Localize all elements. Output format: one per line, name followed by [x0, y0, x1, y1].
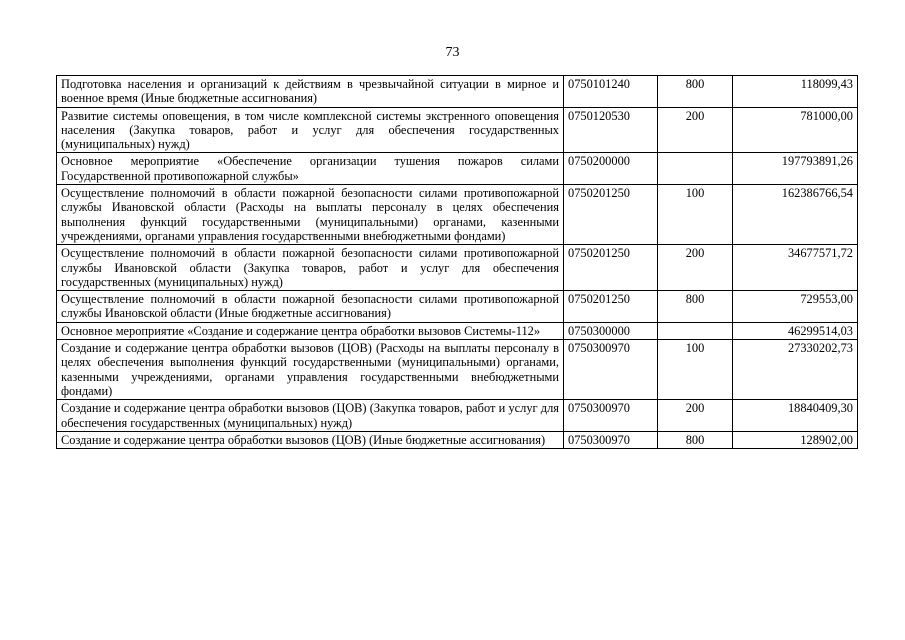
expense-type-code: 200 — [658, 245, 733, 291]
table-row — [57, 185, 858, 245]
table-row — [57, 153, 858, 185]
expense-type-code — [658, 153, 733, 185]
amount: 781000,00 — [733, 107, 858, 153]
table-row — [57, 76, 858, 108]
target-article-code: 0750120530 — [564, 107, 658, 153]
expense-description: Основное мероприятие «Создание и содержание центра обработки вызовов Системы-112» — [57, 322, 564, 339]
table-row — [57, 245, 858, 291]
table-row — [57, 322, 858, 339]
expense-description: Основное мероприятие «Обеспечение организации тушения пожаров силами Государственной противопожарной службы» — [57, 153, 564, 185]
target-article-code: 0750200000 — [564, 153, 658, 185]
expense-type-code: 100 — [658, 185, 733, 245]
budget-table — [56, 75, 858, 449]
target-article-code: 0750300000 — [564, 322, 658, 339]
table-row — [57, 400, 858, 432]
expense-description: Осуществление полномочий в области пожарной безопасности силами противопожарной службы Ивановской области (Закупка товаров, работ и услуг для обеспечения государственных (муниципальных) нужд) — [57, 245, 564, 291]
expense-type-code — [658, 322, 733, 339]
table-row — [57, 107, 858, 153]
table-row — [57, 291, 858, 323]
expense-description: Создание и содержание центра обработки вызовов (ЦОВ) (Иные бюджетные ассигнования) — [57, 431, 564, 448]
amount: 18840409,30 — [733, 400, 858, 432]
amount: 128902,00 — [733, 431, 858, 448]
target-article-code: 0750300970 — [564, 340, 658, 400]
expense-description: Осуществление полномочий в области пожарной безопасности силами противопожарной службы Ивановской области (Расходы на выплаты персоналу в целях обеспечения выполнения функций государственными (муниципальными) органами, казенными учреждениями, органами управления государственными внебюджетными фондами) — [57, 185, 564, 245]
expense-type-code: 100 — [658, 340, 733, 400]
target-article-code: 0750300970 — [564, 431, 658, 448]
target-article-code: 0750300970 — [564, 400, 658, 432]
amount: 34677571,72 — [733, 245, 858, 291]
expense-type-code: 200 — [658, 107, 733, 153]
expense-description: Подготовка населения и организаций к действиям в чрезвычайной ситуации в мирное и военное время (Иные бюджетные ассигнования) — [57, 76, 564, 108]
expense-type-code: 200 — [658, 400, 733, 432]
amount: 729553,00 — [733, 291, 858, 323]
target-article-code: 0750201250 — [564, 245, 658, 291]
expense-type-code: 800 — [658, 431, 733, 448]
target-article-code: 0750201250 — [564, 185, 658, 245]
table-row — [57, 340, 858, 400]
target-article-code: 0750201250 — [564, 291, 658, 323]
amount: 46299514,03 — [733, 322, 858, 339]
expense-type-code: 800 — [658, 76, 733, 108]
amount: 197793891,26 — [733, 153, 858, 185]
amount: 118099,43 — [733, 76, 858, 108]
expense-type-code: 800 — [658, 291, 733, 323]
target-article-code: 0750101240 — [564, 76, 658, 108]
amount: 162386766,54 — [733, 185, 858, 245]
page-number: 73 — [445, 45, 460, 60]
expense-description: Создание и содержание центра обработки вызовов (ЦОВ) (Закупка товаров, работ и услуг для обеспечения государственных (муниципальных) нужд) — [57, 400, 564, 432]
amount: 27330202,73 — [733, 340, 858, 400]
table-row — [57, 431, 858, 448]
expense-description: Развитие системы оповещения, в том числе комплексной системы экстренного оповещения населения (Закупка товаров, работ и услуг для обеспечения государственных (муниципальных) нужд) — [57, 107, 564, 153]
expense-description: Осуществление полномочий в области пожарной безопасности силами противопожарной службы Ивановской области (Иные бюджетные ассигнования) — [57, 291, 564, 323]
expense-description: Создание и содержание центра обработки вызовов (ЦОВ) (Расходы на выплаты персоналу в целях обеспечения выполнения функций государственными (муниципальными) органами, казенными учреждениями, органами управления государственными внебюджетными фондами) — [57, 340, 564, 400]
